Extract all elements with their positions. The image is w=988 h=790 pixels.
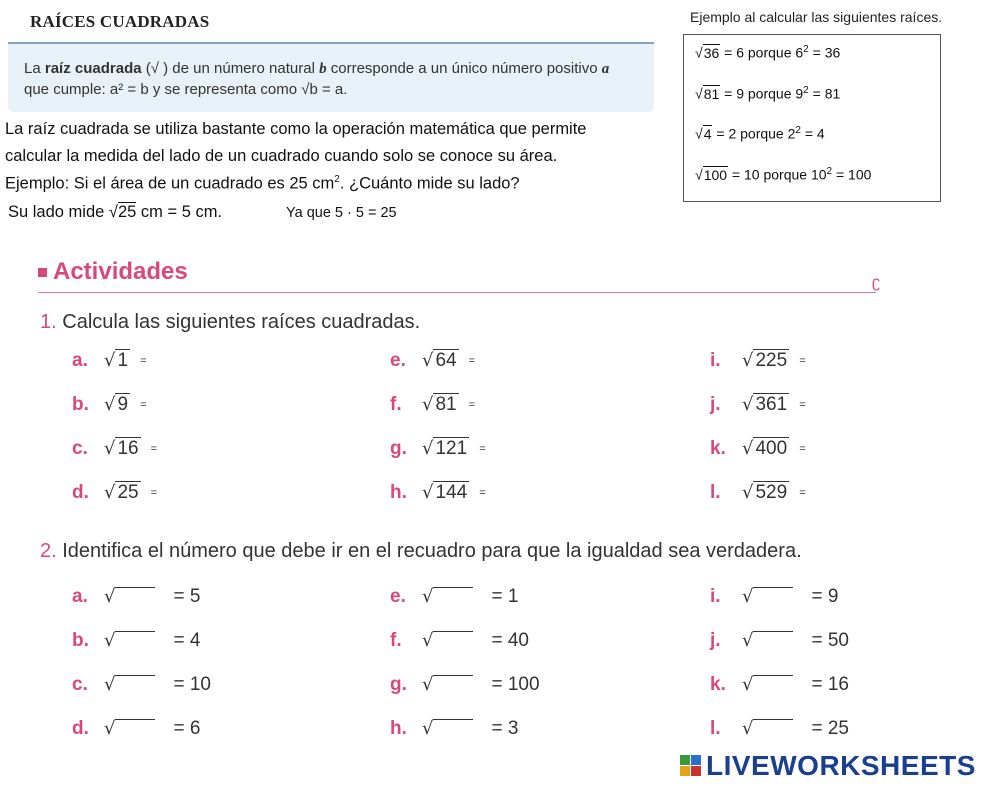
q1-item[interactable]: d. √ 25 = — [72, 482, 158, 503]
q1-item[interactable]: j. √ 361 = — [710, 394, 806, 415]
q1-item[interactable]: c. √ 16 = — [72, 438, 158, 459]
examples-heading: Ejemplo al calcular las siguientes raíces. — [690, 9, 943, 25]
q1-item[interactable]: i. √ 225 = — [710, 350, 806, 371]
intro-line-3: Ejemplo: Si el área de un cuadrado es 25 $cm^2$. ¿Cuánto mide su lado? — [5, 174, 520, 193]
q2-item[interactable]: d. √ = 6 — [72, 718, 201, 739]
answer-blank[interactable] — [753, 587, 793, 604]
logo-icon — [680, 755, 702, 777]
q1-item[interactable]: b. √ 9 = — [72, 394, 147, 415]
question-1: 1. Calcula las siguientes raíces cuadradas. — [40, 311, 421, 333]
decor-curl-icon: ʗ — [872, 274, 880, 291]
q2-item[interactable]: l. √ = 25 — [710, 718, 849, 739]
answer-blank[interactable] — [433, 675, 473, 692]
intro-line-2: calcular la medida del lado de un cuadrado cuando solo se conoce su área. — [5, 147, 558, 165]
q2-item[interactable]: h. √ = 3 — [390, 718, 519, 739]
answer-blank[interactable] — [433, 587, 473, 604]
q1-item[interactable]: e. √ 64 = — [390, 350, 476, 371]
q1-item[interactable]: l. √ 529 = — [710, 482, 806, 503]
q1-item[interactable]: a. √ 1 = — [72, 350, 147, 371]
answer-blank[interactable] — [753, 719, 793, 736]
intro-note: Ya que 5 · 5 = 25 — [286, 205, 397, 221]
page-title: RAÍCES CUADRADAS — [30, 12, 210, 31]
answer-blank[interactable] — [115, 675, 155, 692]
q2-item[interactable]: k. √ = 16 — [710, 674, 849, 695]
q2-item[interactable]: c. √ = 10 — [72, 674, 211, 695]
q2-item[interactable]: g. √ = 100 — [390, 674, 540, 695]
q1-item[interactable]: k. √ 400 = — [710, 438, 806, 459]
answer-blank[interactable] — [753, 631, 793, 648]
definition-line-2: que cumple: a² = b y se representa como √b = a. — [24, 81, 348, 98]
answer-blank[interactable] — [115, 631, 155, 648]
answer-blank[interactable] — [433, 631, 473, 648]
liveworksheets-logo: LIVEWORKSHEETS — [680, 750, 976, 782]
activities-heading: Actividades — [38, 258, 188, 286]
q2-item[interactable]: j. √ = 50 — [710, 630, 849, 651]
bullet-square-icon — [38, 268, 47, 277]
intro-line-1: La raíz cuadrada se utiliza bastante como la operación matemática que permite — [5, 120, 587, 138]
q2-item[interactable]: f. √ = 40 — [390, 630, 529, 651]
q2-item[interactable]: e. √ = 1 — [390, 586, 519, 607]
section-divider — [38, 292, 876, 293]
q1-item[interactable]: h. √ 144 = — [390, 482, 486, 503]
example-line: √100 = 10 porque $10^2 = 100$ — [695, 166, 872, 183]
question-2: 2. Identifica el número que debe ir en el recuadro para que la igualdad sea verdadera. — [40, 540, 802, 562]
q2-item[interactable]: b. √ = 4 — [72, 630, 201, 651]
example-line: √36 = 6 porque $6^2 = 36$ — [695, 44, 841, 61]
definition-line-1: La raíz cuadrada (√ ) de un número natural b corresponde a un único número positivo a — [24, 60, 610, 77]
answer-blank[interactable] — [433, 719, 473, 736]
answer-blank[interactable] — [753, 675, 793, 692]
q2-item[interactable]: a. √ = 5 — [72, 586, 201, 607]
example-line: √81 = 9 porque $9^2 = 81$ — [695, 85, 841, 102]
example-line: √4 = 2 porque $2^2 = 4$ — [695, 125, 825, 142]
q1-item[interactable]: g. √ 121 = — [390, 438, 486, 459]
answer-blank[interactable] — [115, 587, 155, 604]
q2-item[interactable]: i. √ = 9 — [710, 586, 839, 607]
answer-blank[interactable] — [115, 719, 155, 736]
intro-line-4: Su lado mide √25 cm = 5 cm. — [8, 203, 223, 221]
q1-item[interactable]: f. √ 81 = — [390, 394, 476, 415]
